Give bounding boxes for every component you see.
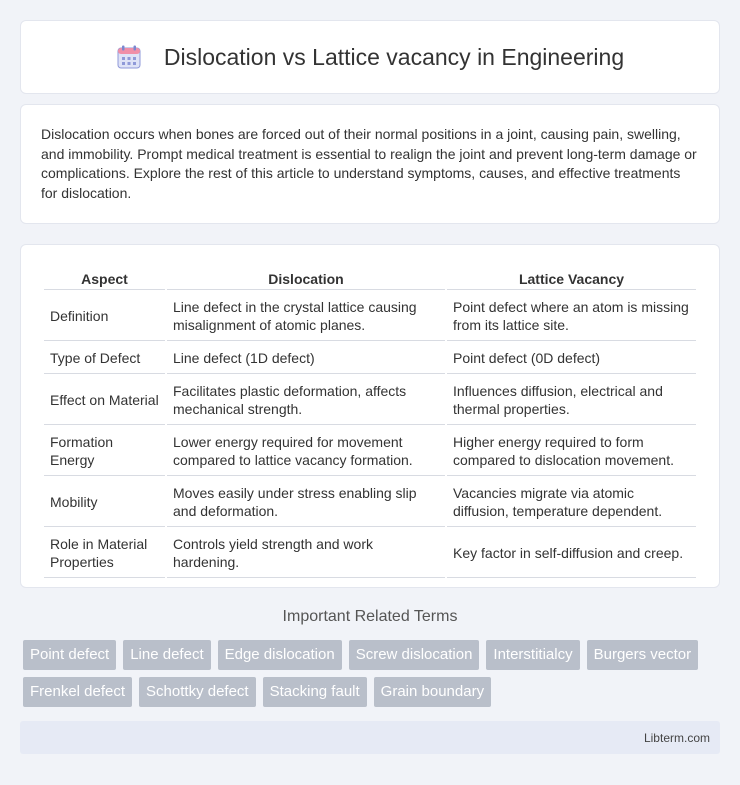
cell-lattice-vacancy: Point defect (0D defect) (447, 343, 696, 374)
tag-line-defect[interactable]: Line defect (123, 640, 210, 670)
page-title: Dislocation vs Lattice vacancy in Engineering (163, 43, 625, 70)
calendar-icon (116, 44, 142, 70)
tag-stacking-fault[interactable]: Stacking fault (263, 677, 367, 707)
tag-grain-boundary[interactable]: Grain boundary (374, 677, 491, 707)
cell-dislocation: Line defect (1D defect) (167, 343, 445, 374)
table-row (44, 529, 696, 578)
comparison-table (42, 265, 698, 580)
cell-aspect: Type of Defect (44, 343, 165, 374)
cell-lattice-vacancy: Point defect where an atom is missing from its lattice site. (447, 292, 696, 341)
table-header-row (44, 267, 696, 290)
cell-dislocation: Line defect in the crystal lattice causing misalignment of atomic planes. (167, 292, 445, 341)
tag-screw-dislocation[interactable]: Screw dislocation (349, 640, 480, 670)
related-terms-tags (23, 640, 723, 707)
intro-text: Dislocation occurs when bones are forced out of their normal positions in a joint, causing pain, swelling, and immobility. Prompt medical treatment is essential to realign the joint and prevent long-term damage or complications. Explore the rest of this article to understand symptoms, causes, and effective treatments for dislocation. (41, 126, 697, 201)
cell-aspect: Role in Material Properties (44, 529, 165, 578)
cell-dislocation: Facilitates plastic deformation, affects mechanical strength. (167, 376, 445, 425)
related-terms-title: Important Related Terms (282, 608, 458, 625)
tag-burgers-vector[interactable]: Burgers vector (587, 640, 699, 670)
comparison-table-card (20, 244, 720, 588)
tag-interstitialcy[interactable]: Interstitialcy (486, 640, 579, 670)
header-aspect: Aspect (44, 267, 165, 290)
cell-aspect: Definition (44, 292, 165, 341)
intro-card (20, 104, 720, 224)
footer (20, 721, 720, 754)
cell-dislocation: Lower energy required for movement compared to lattice vacancy formation. (167, 427, 445, 476)
header-card (20, 20, 720, 94)
tag-schottky-defect[interactable]: Schottky defect (139, 677, 256, 707)
cell-aspect: Mobility (44, 478, 165, 527)
cell-dislocation: Controls yield strength and work hardening. (167, 529, 445, 578)
tag-frenkel-defect[interactable]: Frenkel defect (23, 677, 132, 707)
cell-lattice-vacancy: Key factor in self-diffusion and creep. (447, 529, 696, 578)
tag-point-defect[interactable]: Point defect (23, 640, 116, 670)
tag-edge-dislocation[interactable]: Edge dislocation (218, 640, 342, 670)
cell-lattice-vacancy: Influences diffusion, electrical and thermal properties. (447, 376, 696, 425)
table-row (44, 376, 696, 425)
cell-lattice-vacancy: Higher energy required to form compared to dislocation movement. (447, 427, 696, 476)
table-row (44, 292, 696, 341)
header-dislocation: Dislocation (167, 267, 445, 290)
cell-lattice-vacancy: Vacancies migrate via atomic diffusion, temperature dependent. (447, 478, 696, 527)
cell-dislocation: Moves easily under stress enabling slip and deformation. (167, 478, 445, 527)
table-row (44, 343, 696, 374)
header-lattice-vacancy: Lattice Vacancy (447, 267, 696, 290)
cell-aspect: Effect on Material (44, 376, 165, 425)
footer-site-link[interactable]: Libterm.com (643, 730, 710, 745)
cell-aspect: Formation Energy (44, 427, 165, 476)
table-row (44, 478, 696, 527)
table-row (44, 427, 696, 476)
